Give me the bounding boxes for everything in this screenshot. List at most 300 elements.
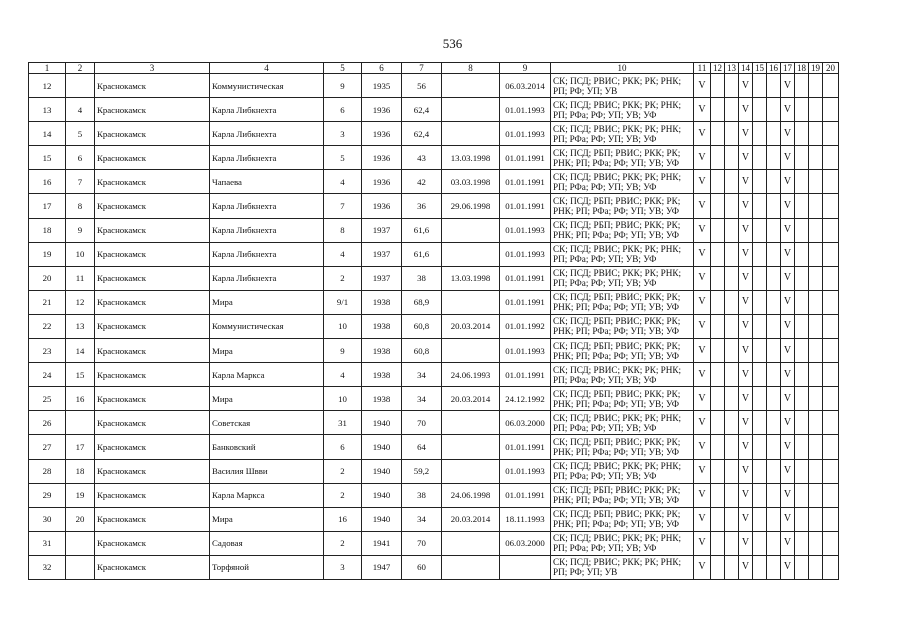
date-cell: [442, 555, 500, 579]
area-cell: 34: [402, 387, 442, 411]
date-cell: 29.06.1998: [442, 194, 500, 218]
notes-cell: СК; ПСД; РБП; РВИС; РКК; РК; РНК; РП; РФа; РФ; УП; УВ; УФ: [551, 387, 694, 411]
mark-cell: [753, 339, 767, 363]
mark-cell: [795, 266, 809, 290]
mark-cell: [809, 555, 823, 579]
street-cell: Мира: [210, 339, 324, 363]
house-number-cell: 3: [324, 122, 362, 146]
mark-cell: [795, 387, 809, 411]
table-row: [29, 459, 839, 483]
mark-cell: [823, 411, 839, 435]
notes-cell: СК; ПСД; РБП; РВИС; РКК; РК; РНК; РП; РФа; РФ; УП; УВ; УФ: [551, 435, 694, 459]
mark-cell: V: [694, 170, 711, 194]
city-cell: Краснокамск: [95, 435, 210, 459]
year-cell: 1940: [362, 507, 402, 531]
row-sub-number: 17: [66, 435, 95, 459]
year-cell: 1936: [362, 98, 402, 122]
mark-cell: [711, 459, 725, 483]
date-cell: 01.01.1993: [500, 218, 551, 242]
area-cell: 43: [402, 146, 442, 170]
city-cell: Краснокамск: [95, 555, 210, 579]
house-number-cell: 9/1: [324, 290, 362, 314]
mark-cell: [809, 266, 823, 290]
mark-cell: [767, 339, 781, 363]
mark-cell: [767, 531, 781, 555]
mark-cell: [809, 483, 823, 507]
mark-cell: [753, 411, 767, 435]
year-cell: 1937: [362, 242, 402, 266]
row-number: 25: [29, 387, 66, 411]
mark-cell: [767, 435, 781, 459]
mark-cell: V: [781, 435, 795, 459]
city-cell: Краснокамск: [95, 339, 210, 363]
mark-cell: V: [694, 435, 711, 459]
street-cell: Мира: [210, 387, 324, 411]
row-sub-number: 6: [66, 146, 95, 170]
mark-cell: [767, 459, 781, 483]
date-cell: [442, 218, 500, 242]
date-cell: [442, 435, 500, 459]
mark-cell: [753, 435, 767, 459]
mark-cell: [823, 483, 839, 507]
year-cell: 1940: [362, 483, 402, 507]
date-cell: 13.03.1998: [442, 146, 500, 170]
row-sub-number: 12: [66, 290, 95, 314]
house-number-cell: 9: [324, 339, 362, 363]
date-cell: [442, 242, 500, 266]
city-cell: Краснокамск: [95, 194, 210, 218]
mark-cell: V: [739, 266, 753, 290]
mark-cell: [809, 411, 823, 435]
mark-cell: V: [739, 290, 753, 314]
column-number: 5: [324, 63, 362, 74]
mark-cell: [725, 483, 739, 507]
column-number: 14: [739, 63, 753, 74]
mark-cell: V: [781, 555, 795, 579]
street-cell: Коммунистическая: [210, 74, 324, 98]
mark-cell: [809, 146, 823, 170]
area-cell: 62,4: [402, 98, 442, 122]
row-sub-number: [66, 555, 95, 579]
mark-cell: [795, 242, 809, 266]
mark-cell: V: [694, 363, 711, 387]
mark-cell: [823, 146, 839, 170]
mark-cell: [711, 363, 725, 387]
mark-cell: [767, 555, 781, 579]
mark-cell: [711, 194, 725, 218]
notes-cell: СК; ПСД; РБП; РВИС; РКК; РК; РНК; РП; РФа; РФ; УП; УВ; УФ: [551, 483, 694, 507]
mark-cell: V: [781, 531, 795, 555]
area-cell: 61,6: [402, 218, 442, 242]
column-number: 12: [711, 63, 725, 74]
mark-cell: [795, 411, 809, 435]
row-number: 21: [29, 290, 66, 314]
mark-cell: V: [781, 194, 795, 218]
mark-cell: [795, 74, 809, 98]
date-cell: [442, 122, 500, 146]
column-number: 4: [210, 63, 324, 74]
mark-cell: [711, 218, 725, 242]
mark-cell: [823, 290, 839, 314]
mark-cell: [767, 146, 781, 170]
mark-cell: [795, 170, 809, 194]
notes-cell: СК; ПСД; РВИС; РКК; РК; РНК; РП; РФа; РФ; УП; УВ; УФ: [551, 242, 694, 266]
city-cell: Краснокамск: [95, 74, 210, 98]
mark-cell: [823, 531, 839, 555]
mark-cell: [823, 74, 839, 98]
date-cell: 01.01.1991: [500, 483, 551, 507]
city-cell: Краснокамск: [95, 531, 210, 555]
mark-cell: [753, 194, 767, 218]
mark-cell: [725, 507, 739, 531]
mark-cell: [753, 218, 767, 242]
year-cell: 1938: [362, 290, 402, 314]
mark-cell: [711, 314, 725, 338]
year-cell: 1937: [362, 266, 402, 290]
date-cell: 18.11.1993: [500, 507, 551, 531]
mark-cell: V: [739, 387, 753, 411]
column-number: 15: [753, 63, 767, 74]
mark-cell: [711, 266, 725, 290]
page-number: 536: [442, 36, 463, 51]
mark-cell: V: [739, 218, 753, 242]
row-sub-number: [66, 531, 95, 555]
mark-cell: [795, 531, 809, 555]
notes-cell: СК; ПСД; РБП; РВИС; РКК; РК; РНК; РП; РФа; РФ; УП; УВ; УФ: [551, 290, 694, 314]
row-number: 28: [29, 459, 66, 483]
row-number: 26: [29, 411, 66, 435]
mark-cell: V: [781, 459, 795, 483]
table-row: [29, 98, 839, 122]
mark-cell: [767, 387, 781, 411]
mark-cell: V: [694, 507, 711, 531]
mark-cell: [725, 122, 739, 146]
mark-cell: [725, 242, 739, 266]
table-row: [29, 411, 839, 435]
column-number: 19: [809, 63, 823, 74]
table-row: [29, 242, 839, 266]
row-number: 18: [29, 218, 66, 242]
column-number: 2: [66, 63, 95, 74]
mark-cell: V: [739, 314, 753, 338]
mark-cell: [823, 435, 839, 459]
house-number-cell: 9: [324, 74, 362, 98]
house-number-cell: 2: [324, 483, 362, 507]
area-cell: 68,9: [402, 290, 442, 314]
row-sub-number: 16: [66, 387, 95, 411]
row-sub-number: [66, 74, 95, 98]
date-cell: 01.01.1993: [500, 98, 551, 122]
mark-cell: V: [694, 122, 711, 146]
mark-cell: [711, 242, 725, 266]
area-cell: 38: [402, 266, 442, 290]
date-cell: [442, 290, 500, 314]
column-number: 3: [95, 63, 210, 74]
mark-cell: [711, 74, 725, 98]
mark-cell: V: [781, 74, 795, 98]
table-row: [29, 387, 839, 411]
mark-cell: V: [739, 411, 753, 435]
date-cell: [442, 531, 500, 555]
mark-cell: [753, 242, 767, 266]
mark-cell: [795, 363, 809, 387]
row-sub-number: [66, 411, 95, 435]
mark-cell: V: [694, 531, 711, 555]
mark-cell: [809, 290, 823, 314]
street-cell: Садовая: [210, 531, 324, 555]
city-cell: Краснокамск: [95, 218, 210, 242]
mark-cell: [795, 507, 809, 531]
year-cell: 1947: [362, 555, 402, 579]
register-table: [28, 62, 839, 580]
row-number: 29: [29, 483, 66, 507]
column-number: 17: [781, 63, 795, 74]
mark-cell: [711, 411, 725, 435]
year-cell: 1935: [362, 74, 402, 98]
date-cell: 01.01.1991: [500, 146, 551, 170]
mark-cell: [809, 242, 823, 266]
mark-cell: [711, 507, 725, 531]
house-number-cell: 4: [324, 170, 362, 194]
notes-cell: СК; ПСД; РВИС; РКК; РК; РНК; РП; РФа; РФ; УП; УВ; УФ: [551, 266, 694, 290]
table-row: [29, 266, 839, 290]
mark-cell: [809, 507, 823, 531]
column-number: 7: [402, 63, 442, 74]
area-cell: 36: [402, 194, 442, 218]
column-number: 18: [795, 63, 809, 74]
area-cell: 70: [402, 411, 442, 435]
street-cell: Торфяной: [210, 555, 324, 579]
street-cell: Карла Либкнехта: [210, 242, 324, 266]
mark-cell: V: [781, 290, 795, 314]
date-cell: 01.01.1993: [500, 122, 551, 146]
mark-cell: [795, 290, 809, 314]
street-cell: Карла Маркса: [210, 363, 324, 387]
table-row: [29, 170, 839, 194]
mark-cell: [809, 98, 823, 122]
table-row: [29, 483, 839, 507]
mark-cell: [753, 290, 767, 314]
mark-cell: [711, 339, 725, 363]
row-number: 30: [29, 507, 66, 531]
street-cell: Советская: [210, 411, 324, 435]
mark-cell: [809, 459, 823, 483]
area-cell: 56: [402, 74, 442, 98]
mark-cell: [823, 459, 839, 483]
row-sub-number: 9: [66, 218, 95, 242]
mark-cell: V: [781, 146, 795, 170]
notes-cell: СК; ПСД; РВИС; РКК; РК; РНК; РП; РФа; РФ; УП; УВ; УФ: [551, 170, 694, 194]
mark-cell: V: [694, 266, 711, 290]
mark-cell: V: [781, 339, 795, 363]
mark-cell: [767, 507, 781, 531]
street-cell: Карла Либкнехта: [210, 218, 324, 242]
mark-cell: [823, 170, 839, 194]
mark-cell: V: [739, 459, 753, 483]
mark-cell: [725, 290, 739, 314]
mark-cell: [809, 339, 823, 363]
row-sub-number: 10: [66, 242, 95, 266]
table-body: [29, 74, 839, 580]
city-cell: Краснокамск: [95, 314, 210, 338]
city-cell: Краснокамск: [95, 507, 210, 531]
house-number-cell: 4: [324, 363, 362, 387]
house-number-cell: 2: [324, 459, 362, 483]
date-cell: 24.06.1998: [442, 483, 500, 507]
mark-cell: [823, 363, 839, 387]
city-cell: Краснокамск: [95, 483, 210, 507]
mark-cell: V: [739, 507, 753, 531]
mark-cell: V: [739, 74, 753, 98]
mark-cell: V: [694, 242, 711, 266]
mark-cell: [795, 122, 809, 146]
mark-cell: [711, 170, 725, 194]
mark-cell: V: [694, 194, 711, 218]
mark-cell: V: [739, 146, 753, 170]
mark-cell: V: [781, 411, 795, 435]
mark-cell: V: [781, 218, 795, 242]
year-cell: 1936: [362, 170, 402, 194]
column-number: 13: [725, 63, 739, 74]
date-cell: [442, 74, 500, 98]
row-number: 13: [29, 98, 66, 122]
city-cell: Краснокамск: [95, 459, 210, 483]
row-sub-number: 20: [66, 507, 95, 531]
city-cell: Краснокамск: [95, 170, 210, 194]
notes-cell: СК; ПСД; РВИС; РКК; РК; РНК; РП; РФа; РФ; УП; УВ; УФ: [551, 122, 694, 146]
date-cell: 06.03.2014: [500, 74, 551, 98]
house-number-cell: 2: [324, 266, 362, 290]
mark-cell: [753, 266, 767, 290]
house-number-cell: 8: [324, 218, 362, 242]
city-cell: Краснокамск: [95, 290, 210, 314]
mark-cell: [809, 122, 823, 146]
house-number-cell: 7: [324, 194, 362, 218]
mark-cell: [753, 363, 767, 387]
mark-cell: V: [739, 122, 753, 146]
mark-cell: [753, 314, 767, 338]
area-cell: 59,2: [402, 459, 442, 483]
notes-cell: СК; ПСД; РВИС; РКК; РК; РНК; РП; РФа; РФ; УП; УВ; УФ: [551, 411, 694, 435]
mark-cell: [753, 170, 767, 194]
mark-cell: [823, 242, 839, 266]
street-cell: Карла Либкнехта: [210, 266, 324, 290]
mark-cell: V: [694, 314, 711, 338]
column-number: 9: [500, 63, 551, 74]
mark-cell: [711, 435, 725, 459]
mark-cell: [767, 242, 781, 266]
mark-cell: [767, 266, 781, 290]
mark-cell: [753, 387, 767, 411]
column-number: 8: [442, 63, 500, 74]
row-number: 19: [29, 242, 66, 266]
notes-cell: СК; ПСД; РБП; РВИС; РКК; РК; РНК; РП; РФа; РФ; УП; УВ; УФ: [551, 194, 694, 218]
notes-cell: СК; ПСД; РВИС; РКК; РК; РНК; РП; РФа; РФ; УП; УВ; УФ: [551, 98, 694, 122]
mark-cell: [823, 218, 839, 242]
mark-cell: [725, 266, 739, 290]
mark-cell: [767, 194, 781, 218]
date-cell: 13.03.1998: [442, 266, 500, 290]
mark-cell: [725, 170, 739, 194]
notes-cell: СК; ПСД; РВИС; РКК; РК; РНК; РП; РФ; УП; УВ: [551, 555, 694, 579]
house-number-cell: 6: [324, 435, 362, 459]
year-cell: 1940: [362, 459, 402, 483]
year-cell: 1940: [362, 435, 402, 459]
mark-cell: V: [739, 555, 753, 579]
street-cell: Василия Швви: [210, 459, 324, 483]
area-cell: 60: [402, 555, 442, 579]
city-cell: Краснокамск: [95, 146, 210, 170]
mark-cell: [795, 459, 809, 483]
area-cell: 62,4: [402, 122, 442, 146]
mark-cell: [767, 98, 781, 122]
mark-cell: [753, 122, 767, 146]
date-cell: 20.03.2014: [442, 387, 500, 411]
mark-cell: [753, 146, 767, 170]
mark-cell: [753, 531, 767, 555]
row-sub-number: 5: [66, 122, 95, 146]
house-number-cell: 16: [324, 507, 362, 531]
row-sub-number: 14: [66, 339, 95, 363]
mark-cell: V: [694, 218, 711, 242]
mark-cell: V: [739, 242, 753, 266]
notes-cell: СК; ПСД; РБП; РВИС; РКК; РК; РНК; РП; РФа; РФ; УП; УВ; УФ: [551, 218, 694, 242]
row-sub-number: 15: [66, 363, 95, 387]
mark-cell: [823, 98, 839, 122]
date-cell: 01.01.1993: [500, 459, 551, 483]
mark-cell: [823, 122, 839, 146]
table-row: [29, 339, 839, 363]
mark-cell: V: [781, 507, 795, 531]
area-cell: 38: [402, 483, 442, 507]
street-cell: Банковский: [210, 435, 324, 459]
year-cell: 1941: [362, 531, 402, 555]
mark-cell: [823, 387, 839, 411]
street-cell: Карла Либкнехта: [210, 194, 324, 218]
column-number-row: [29, 63, 839, 74]
table-row: [29, 74, 839, 98]
mark-cell: [809, 218, 823, 242]
date-cell: 01.01.1993: [500, 339, 551, 363]
mark-cell: [725, 339, 739, 363]
mark-cell: V: [694, 387, 711, 411]
date-cell: [500, 555, 551, 579]
mark-cell: [795, 555, 809, 579]
year-cell: 1936: [362, 146, 402, 170]
city-cell: Краснокамск: [95, 122, 210, 146]
mark-cell: [725, 411, 739, 435]
mark-cell: V: [694, 74, 711, 98]
mark-cell: V: [694, 411, 711, 435]
mark-cell: V: [739, 483, 753, 507]
city-cell: Краснокамск: [95, 98, 210, 122]
mark-cell: [823, 339, 839, 363]
mark-cell: [753, 555, 767, 579]
mark-cell: [725, 459, 739, 483]
mark-cell: [711, 122, 725, 146]
row-number: 17: [29, 194, 66, 218]
date-cell: 01.01.1991: [500, 435, 551, 459]
area-cell: 34: [402, 507, 442, 531]
mark-cell: V: [781, 387, 795, 411]
table-row: [29, 555, 839, 579]
mark-cell: [753, 74, 767, 98]
mark-cell: [795, 435, 809, 459]
area-cell: 60,8: [402, 339, 442, 363]
mark-cell: [725, 74, 739, 98]
house-number-cell: 10: [324, 387, 362, 411]
row-sub-number: 4: [66, 98, 95, 122]
